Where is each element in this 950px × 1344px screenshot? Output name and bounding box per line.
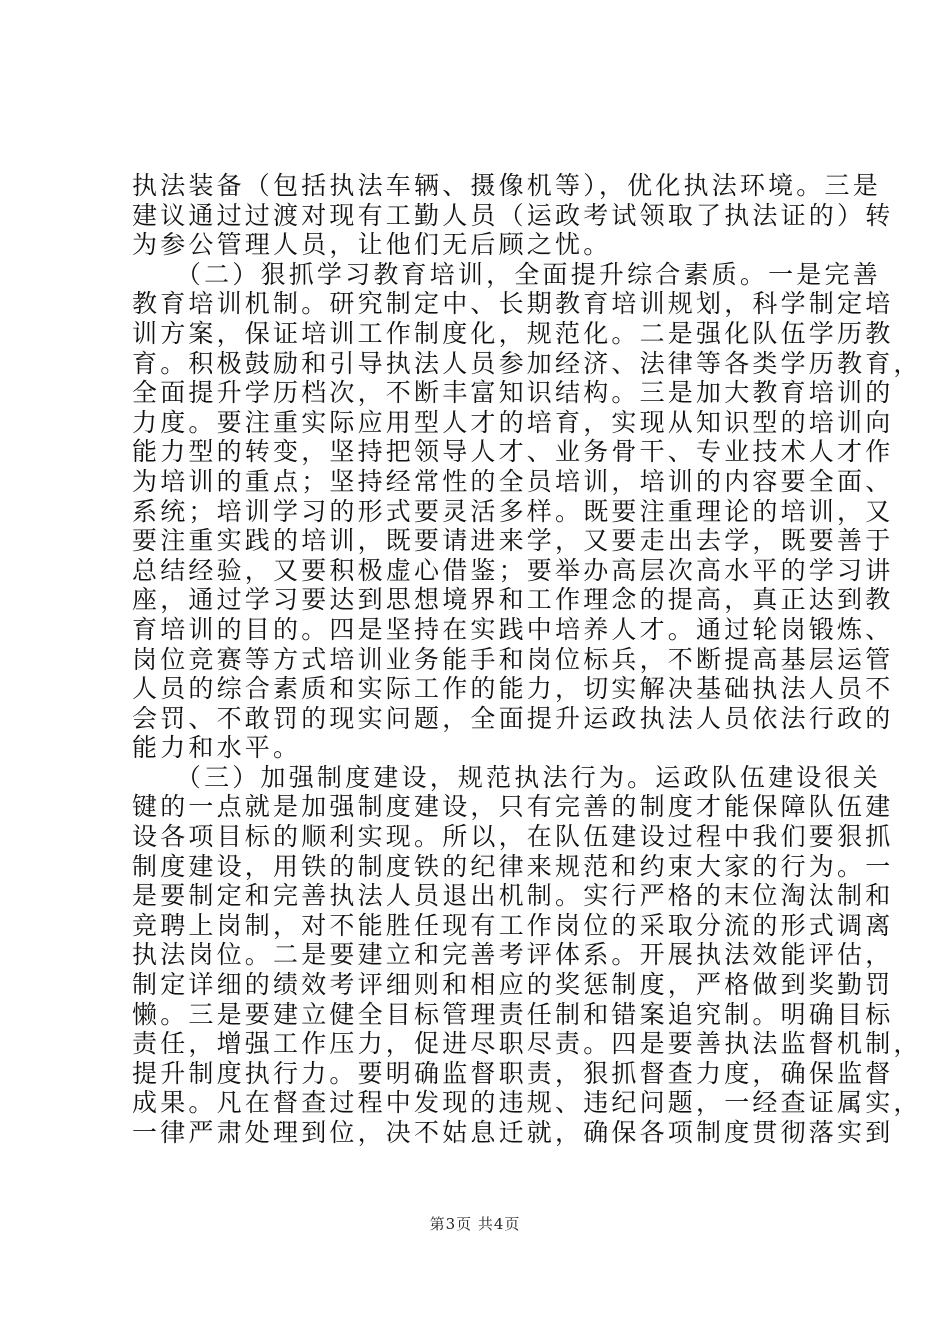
text-line: 人员的综合素质和实际工作的能力，切实解决基础执法人员不	[132, 674, 894, 704]
body-text	[132, 171, 922, 1148]
text-line: 座，通过学习要达到思想境界和工作理念的提高，真正达到教	[132, 585, 894, 615]
text-line: 系统；培训学习的形式要灵活多样。既要注重理论的培训，又	[132, 496, 894, 526]
text-line: 力度。要注重实际应用型人才的培育，实现从知识型的培训向	[132, 407, 894, 437]
text-line: 设各项目标的顺利实现。所以，在队伍建设过程中我们要狠抓	[132, 822, 894, 852]
text-line: 训方案，保证培训工作制度化，规范化。二是强化队伍学历教	[132, 318, 894, 348]
text-line: 能力型的转变，坚持把领导人才、业务骨干、专业技术人才作	[132, 437, 894, 467]
text-line: 为参公管理人员，让他们无后顾之忧。	[132, 230, 612, 260]
text-line: 要注重实践的培训，既要请进来学，又要走出去学，既要善于	[132, 526, 894, 556]
text-line: 成果。凡在督查过程中发现的违规、违纪问题，一经查证属实，	[132, 1088, 922, 1118]
text-line: 能力和水平。	[132, 733, 302, 763]
text-line: 竞聘上岗制，对不能胜任现有工作岗位的采取分流的形式调离	[132, 910, 894, 940]
text-line: （二）狠抓学习教育培训，全面提升综合素质。一是完善	[132, 259, 881, 289]
text-line: 一律严肃处理到位，决不姑息迁就，确保各项制度贯彻落实到	[132, 1118, 894, 1147]
text-line: 育。积极鼓励和引导执法人员参加经济、法律等各类学历教育，	[132, 348, 922, 378]
text-line: 制定详细的绩效考评细则和相应的奖惩制度，严格做到奖勤罚	[132, 970, 894, 1000]
text-line: 全面提升学历档次，不断丰富知识结构。三是加大教育培训的	[132, 378, 894, 408]
text-line: 岗位竞赛等方式培训业务能手和岗位标兵，不断提高基层运管	[132, 644, 894, 674]
page-number-footer: 第3页 共4页	[429, 1215, 521, 1233]
text-line: 为培训的重点；坚持经常性的全员培训，培训的内容要全面、	[132, 466, 894, 496]
text-line: 提升制度执行力。要明确监督职责，狠抓督查力度，确保监督	[132, 1058, 894, 1088]
text-line: 执法岗位。二是要建立和完善考评体系。开展执法效能评估，	[132, 940, 894, 970]
text-line: 会罚、不敢罚的现实问题，全面提升运政执法人员依法行政的	[132, 703, 894, 733]
text-line: 懒。三是要建立健全目标管理责任制和错案追究制。明确目标	[132, 999, 894, 1029]
text-line: 育培训的目的。四是坚持在实践中培养人才。通过轮岗锻炼、	[132, 614, 894, 644]
text-line: 建议通过过渡对现有工勤人员（运政考试领取了执法证的）转	[132, 200, 894, 230]
text-line: 教育培训机制。研究制定中、长期教育培训规划，科学制定培	[132, 289, 894, 319]
text-line: 执法装备（包括执法车辆、摄像机等），优化执法环境。三是	[132, 171, 881, 200]
text-line: 键的一点就是加强制度建设，只有完善的制度才能保障队伍建	[132, 792, 894, 822]
text-line: （三）加强制度建设，规范执法行为。运政队伍建设很关	[132, 762, 881, 792]
text-line: 是要制定和完善执法人员退出机制。实行严格的末位淘汰制和	[132, 881, 894, 911]
text-line: 制度建设，用铁的制度铁的纪律来规范和约束大家的行为。一	[132, 851, 894, 881]
text-line: 总结经验，又要积极虚心借鉴；要举办高层次高水平的学习讲	[132, 555, 894, 585]
text-line: 责任，增强工作压力，促进尽职尽责。四是要善执法监督机制，	[132, 1029, 922, 1059]
